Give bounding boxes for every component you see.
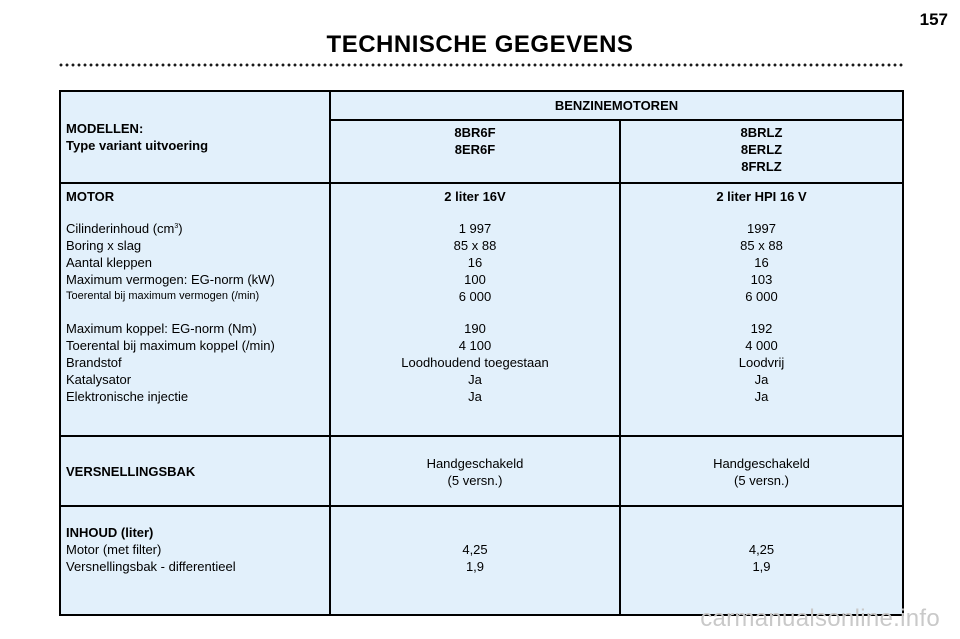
spec-value: 192 (750, 321, 773, 336)
spec-value: 4,25 (748, 542, 775, 557)
spec-value: 103 (750, 272, 773, 287)
type-code: 8ERLZ (740, 142, 783, 157)
spec-label: Katalysator (66, 372, 132, 387)
gearbox-col2 (620, 436, 903, 506)
spec-value: 6 000 (745, 289, 778, 304)
engine-group-title: BENZINEMOTOREN (554, 98, 679, 113)
spec-value: 16 (467, 255, 483, 270)
motor-labels (60, 183, 330, 436)
spec-label: Brandstof (66, 355, 122, 370)
spec-label: Versnellingsbak - differentieel (66, 559, 236, 574)
motor-col2 (620, 183, 903, 436)
spec-value: 1 997 (458, 221, 492, 236)
type-code: 8BRLZ (740, 125, 783, 140)
spec-value: 1,9 (465, 559, 485, 574)
spec-label: Maximum koppel: EG-norm (Nm) (66, 321, 257, 336)
spec-value: 1,9 (752, 559, 771, 574)
type-col1 (330, 120, 620, 183)
spec-value: 1997 (747, 221, 776, 236)
spec-label: Toerental bij maximum koppel (/min) (66, 338, 275, 353)
spec-value: (5 versn.) (447, 473, 503, 488)
spec-label: Boring x slag (66, 238, 142, 253)
models-label-cell (60, 91, 330, 183)
spec-value: 190 (464, 321, 486, 336)
spec-value: Loodhoudend toegestaan (401, 355, 549, 370)
motor-heading: MOTOR (66, 189, 115, 204)
engine-name: 2 liter HPI 16 V (716, 189, 807, 204)
spec-value: 4 100 (458, 338, 492, 353)
page-number: 157 (919, 10, 948, 29)
type-code: 8FRLZ (741, 159, 782, 174)
gearbox-heading: VERSNELLINGSBAK (66, 463, 196, 479)
gearbox-row (60, 436, 903, 506)
spec-label: Aantal kleppen (66, 255, 153, 270)
spec-value: (5 versn.) (734, 473, 789, 488)
motor-col1 (330, 183, 620, 436)
capacity-row (60, 506, 903, 615)
capacity-col2 (620, 506, 903, 615)
spec-label: Elektronische injectie (66, 389, 189, 404)
capacity-labels (60, 506, 330, 615)
spec-label: Cilinderinhoud $(cm^3)$ (66, 221, 183, 236)
type-col2 (620, 120, 903, 183)
spec-value: 85 x 88 (740, 238, 783, 253)
engine-name: 2 liter 16V (444, 189, 506, 204)
type-label: Type variant uitvoering (66, 138, 209, 153)
header-row (60, 91, 903, 120)
spec-value: 16 (754, 255, 769, 270)
spec-value: 6 000 (458, 289, 492, 304)
spec-value: 100 (464, 272, 486, 287)
type-code: 8BR6F (454, 125, 496, 140)
spec-label: Maximum vermogen: EG-norm (kW) (66, 272, 275, 287)
spec-value: Ja (468, 389, 482, 404)
engine-group-header (330, 91, 903, 120)
spec-value: Ja (754, 372, 769, 387)
spec-value: 4 000 (745, 338, 778, 353)
dotted-divider (58, 62, 904, 68)
spec-table (59, 90, 904, 616)
page-title: TECHNISCHE GEGEVENS (326, 31, 634, 58)
spec-value: 4,25 (462, 542, 488, 557)
spec-value: 85 x 88 (453, 238, 497, 253)
spec-value: Handgeschakeld (426, 456, 524, 471)
capacity-col1 (330, 506, 620, 615)
spec-label: Motor (met filter) (66, 542, 162, 557)
spec-value: Handgeschakeld (713, 456, 810, 471)
gearbox-label-cell (60, 436, 330, 506)
spec-value: Ja (468, 372, 482, 387)
spec-value: Loodvrij (738, 355, 785, 370)
models-label: MODELLEN: (66, 121, 144, 136)
type-code: 8ER6F (454, 142, 496, 157)
watermark: carmanualsonline.info (700, 605, 940, 632)
capacity-heading: INHOUD (liter) (66, 525, 154, 540)
spec-value: Ja (754, 389, 769, 404)
gearbox-col1 (330, 436, 620, 506)
spec-label: Toerental bij maximum vermogen (/min) (66, 290, 260, 302)
motor-row (60, 183, 903, 436)
